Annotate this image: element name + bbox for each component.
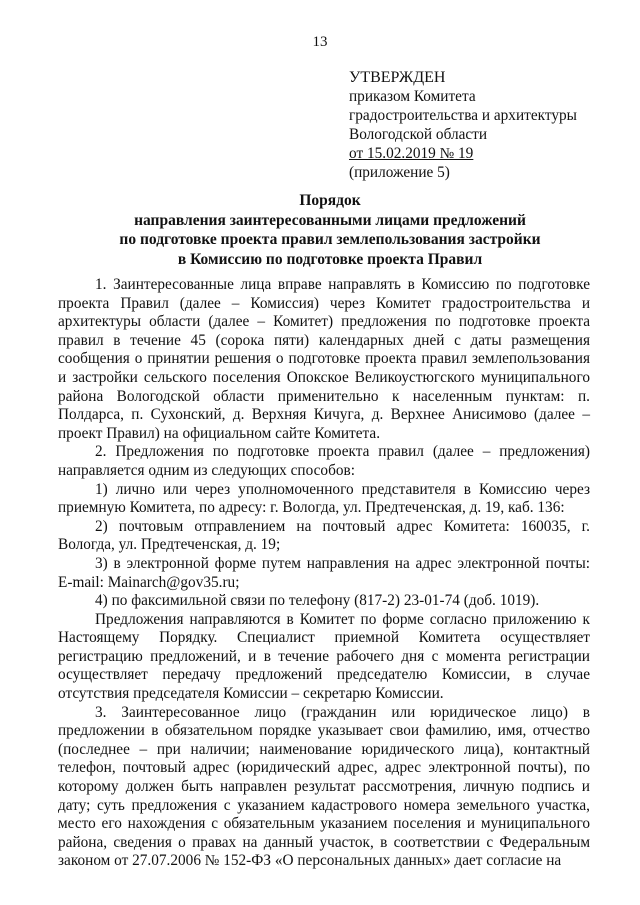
paragraph: Предложения направляются в Комитет по форме согласно приложению к Настоящему Порядку. Специалист приемной Комитета осуществляет регистрацию предложений, и в течение рабочего дня с момента регистрации осуществляет передачу предложений председателю Комиссии, в случае отсутствия председателя Комиссии – секретарю Комиссии. [58,610,590,703]
paragraph: 1) лично или через уполномоченного представителя в Комиссию через приемную Комитета, по адресу: г. Вологда, ул. Предтеченская, д. 19, каб. 136: [58,480,590,517]
approval-block [349,68,577,182]
approval-line: градостроительства и архитектуры [349,107,577,124]
approval-appendix: (приложение 5) [349,164,450,181]
approval-line: приказом Комитета [349,88,476,105]
title-line: по подготовке проекта правил землепользования застройки [119,231,541,248]
document-body [58,276,590,871]
title-line: Порядок [299,192,361,209]
paragraph: 3. Заинтересованное лицо (гражданин или юридическое лицо) в предложении в обязательном порядке указывает свои фамилию, имя, отчество (последнее – при наличии; наименование юридического лица), контактный телефон, почтовый адрес (юридический адрес, адрес электронной почты), по которому должен быть направлен результат рассмотрения, личную подпись и дату; суть предложения с указанием кадастрового номера земельного участка, место его нахождения с обязательным указанием поселения и муниципального района, сведения о правах на данный участок, в соответствии с Федеральным законом от 27.07.2006 № 152-ФЗ «О персональных данных» дает согласие на [58,703,590,870]
page-number: 13 [312,34,328,50]
paragraph: 2. Предложения по подготовке проекта правил (далее – предложения) направляется одним из следующих способов: [58,443,590,479]
approval-date-number: от 15.02.2019 № 19 [349,145,474,162]
approval-stamp: УТВЕРЖДЕН [349,69,446,86]
document-title [60,191,600,269]
title-line: направления заинтересованными лицами предложений [134,211,526,229]
paragraph: 1. Заинтересованные лица вправе направлять в Комиссию по подготовке проекта Правил (далее – Комиссия) через Комитет градостроительства и архитектуры области (далее – Комитет) предложения по подготовке проекта правил в течение 45 (сорока пяти) календарных дней с даты размещения сообщения о принятии решения о подготовке проекта правил землепользования и застройки сельского поселения Опокское Великоустюгского муниципального района Вологодской области применительно к населенным пунктам: п. Полдарса, п. Сухонский, д. Верхняя Кичуга, д. Верхнее Анисимово (далее – проект Правил) на официальном сайте Комитета. [58,276,590,442]
title-line: в Комиссию по подготовке проекта Правил [177,250,483,268]
paragraph: 4) по факсимильной связи по телефону (817-2) 23-01-74 (доб. 1019). [95,592,540,610]
approval-line: Вологодской области [349,126,488,143]
paragraph: 3) в электронной форме путем направления на адрес электронной почты: E-mail: Mainarch@gov35.ru; [58,554,590,591]
paragraph: 2) почтовым отправлением на почтовый адрес Комитета: 160035, г. Вологда, ул. Предтеченская, д. 19; [58,517,590,554]
